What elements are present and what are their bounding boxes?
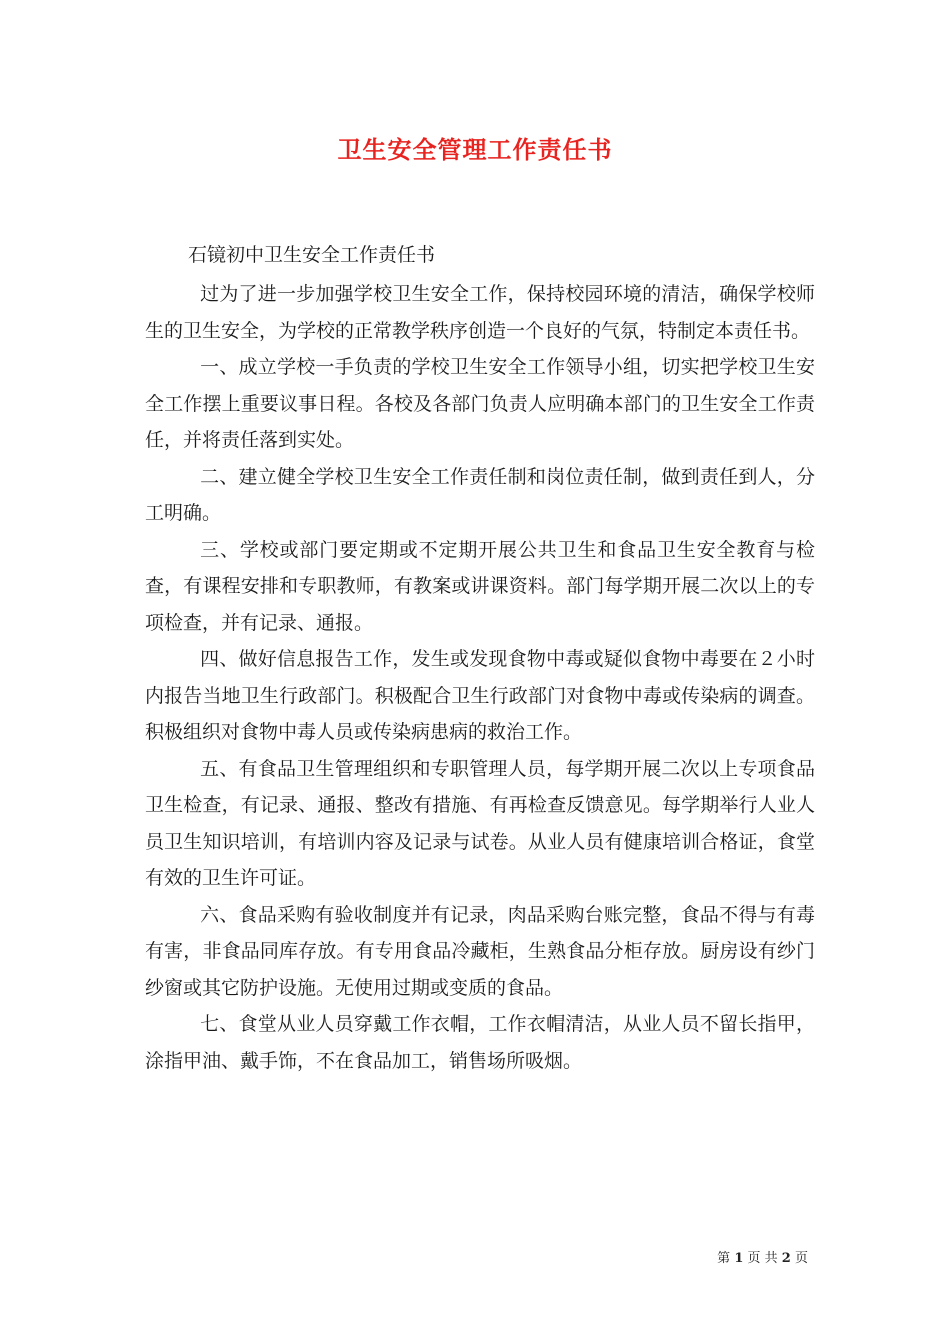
footer-middle: 页 共 xyxy=(747,1251,778,1266)
paragraph-intro: 过为了进一步加强学校卫生安全工作，保持校园环境的清洁，确保学校师生的卫生安全，为学校的正常教学秩序创造一个良好的气氛，特制定本责任书。 xyxy=(145,283,815,342)
paragraph-item-3: 三、学校或部门要定期或不定期开展公共卫生和食品卫生安全教育与检查，有课程安排和专职教师，有教案或讲课资料。部门每学期开展二次以上的专项检查，并有记录、通报。 xyxy=(145,538,815,634)
footer-current-page: 1 xyxy=(734,1251,744,1266)
paragraph-item-1: 一、成立学校一手负责的学校卫生安全工作领导小组，切实把学校卫生安全工作摆上重要议事日程。各校及各部门负责人应明确本部门的卫生安全工作责任，并将责任落到实处。 xyxy=(145,356,815,451)
footer-suffix: 页 xyxy=(794,1251,808,1266)
paragraph-item-6: 六、食品采购有验收制度并有记录，肉品采购台账完整，食品不得与有毒有害，非食品同库存放。有专用食品冷藏柜，生熟食品分柜存放。厨房设有纱门纱窗或其它防护设施。无使用过期或变质的食品。 xyxy=(145,903,815,999)
paragraph-item-2: 二、建立健全学校卫生安全工作责任制和岗位责任制，做到责任到人，分工明确。 xyxy=(145,465,815,524)
paragraph-item-4: 四、做好信息报告工作，发生或发现食物中毒或疑似食物中毒要在２小时内报告当地卫生行政部门。积极配合卫生行政部门对食物中毒或传染病的调查。积极组织对食物中毒人员或传染病患病的救治工作。 xyxy=(145,648,815,743)
footer-prefix: 第 xyxy=(717,1251,731,1266)
paragraph-item-5: 五、有食品卫生管理组织和专职管理人员，每学期开展二次以上专项食品卫生检查，有记录、通报、整改有措施、有再检查反馈意见。每学期举行人业人员卫生知识培训，有培训内容及记录与试卷。从业人员有健康培训合格证，食堂有效的卫生许可证。 xyxy=(145,757,815,889)
document-title: 卫生安全管理工作责任书 xyxy=(337,135,613,164)
document-subtitle: 石镜初中卫生安全工作责任书 xyxy=(188,244,436,266)
paragraph-item-7: 七、食堂从业人员穿戴工作衣帽，工作衣帽清洁，从业人员不留长指甲，涂指甲油、戴手饰，不在食品加工，销售场所吸烟。 xyxy=(145,1013,815,1072)
page-number-footer xyxy=(717,1250,808,1268)
document-body xyxy=(145,276,815,1079)
footer-total-pages: 2 xyxy=(781,1251,791,1266)
